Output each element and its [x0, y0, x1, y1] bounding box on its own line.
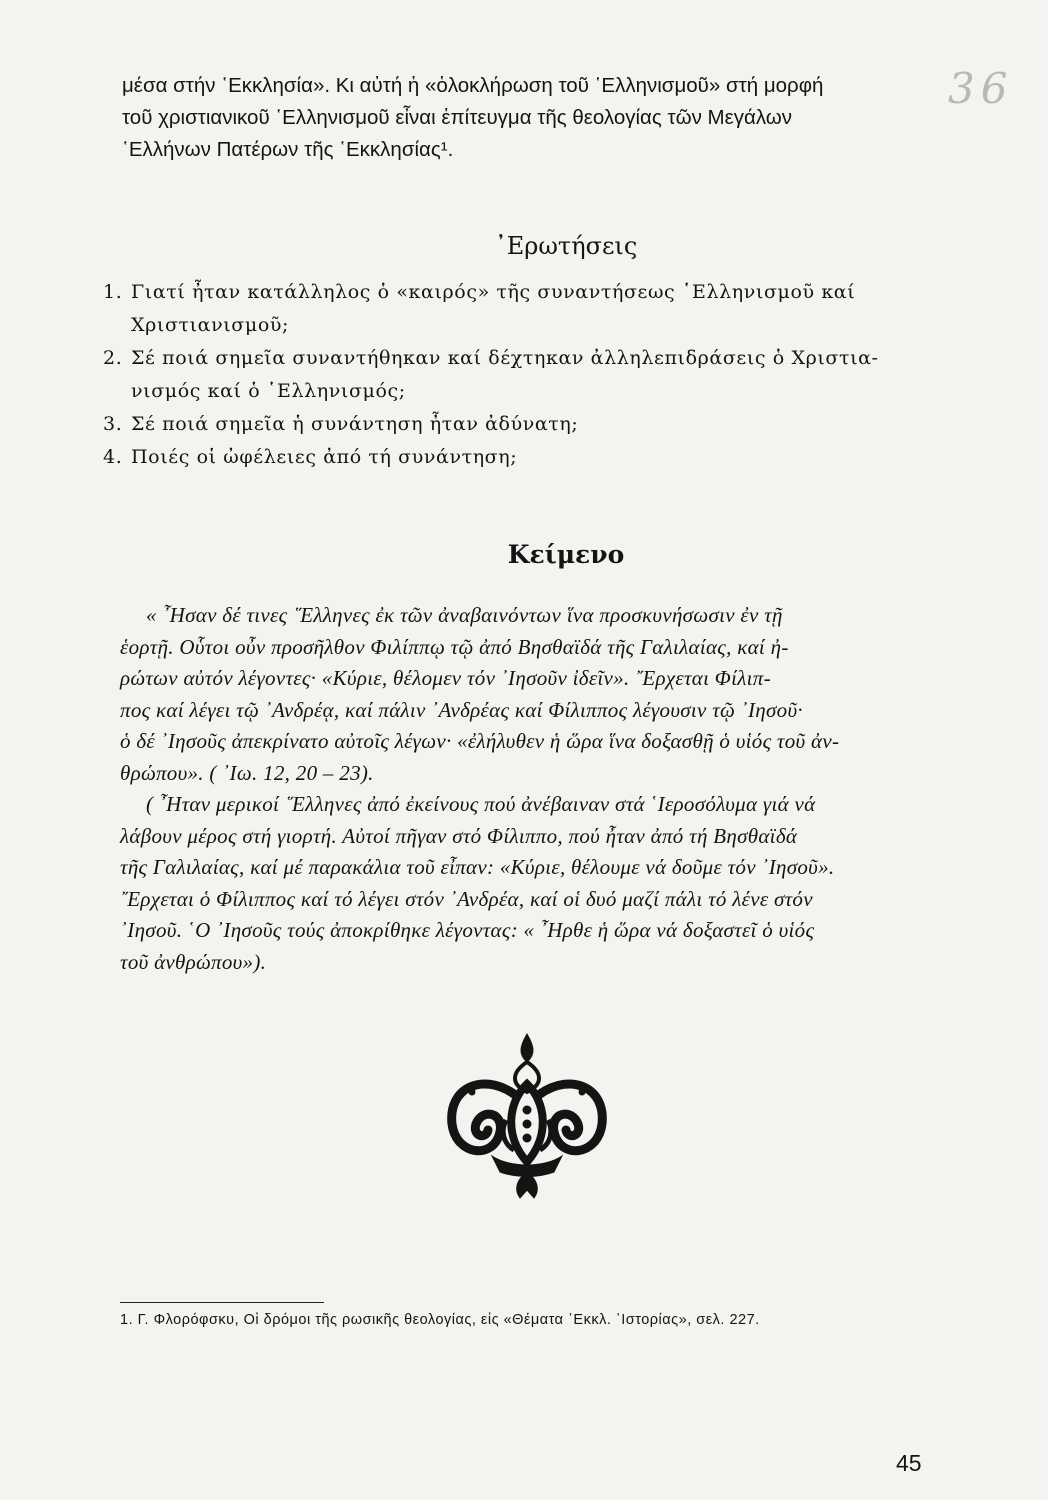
question-line: Σέ ποιά σημεῖα ἡ συνάντηση ἦταν ἀδύνατη;: [131, 413, 579, 435]
question-number: 2.: [103, 347, 123, 369]
question-line: Γιατί ἦταν κατάλληλος ὁ «καιρός» τῆς συναντήσεως ῾Ελληνισμοῦ καί: [131, 281, 856, 303]
translation-paragraph: [120, 789, 932, 978]
question-item: [103, 441, 933, 474]
translation-line: τοῦ ἀνθρώπου»).: [120, 949, 267, 974]
questions-heading: ᾿Ερωτήσεις: [494, 232, 638, 260]
translation-line: ῎Ερχεται ὁ Φίλιππος καί τό λέγει στόν ᾿Ανδρέα, καί οἱ δυό μαζί πάλι τό λένε στόν: [120, 886, 813, 911]
intro-line: μέσα στήν ῾Εκκλησία». Κι αὐτή ἡ «ὁλοκλήρωση τοῦ ῾Ελληνισμοῦ» στή μορφή: [122, 74, 824, 97]
intro-paragraph: [122, 70, 934, 166]
intro-line: ῾Ελλήνων Πατέρων τῆς ῾Εκκλησίας¹.: [122, 138, 454, 161]
question-text: [131, 441, 933, 474]
questions-list: [103, 276, 933, 474]
question-text: [131, 342, 933, 408]
scripture-line: πος καί λέγει τῷ ᾿Ανδρέᾳ, καί πάλιν ᾿Ανδρέας καί Φίλιππος λέγουσιν τῷ ᾿Ιησοῦ·: [120, 697, 803, 722]
question-line: Ποιές οἱ ὠφέλειες ἀπό τή συνάντηση;: [131, 446, 518, 468]
question-line: Σέ ποιά σημεῖα συναντήθηκαν καί δέχτηκαν ἀλληλεπιδράσεις ὁ Χριστια-: [131, 347, 879, 369]
question-text: [131, 408, 933, 441]
question-text: [131, 276, 933, 342]
question-number: 1.: [103, 281, 123, 303]
translation-line: λάβουν μέρος στή γιορτή. Αὐτοί πῆγαν στό Φίλιππο, πού ἦταν ἀπό τή Βησθαϊδά: [120, 823, 798, 848]
footnote: 1. Γ. Φλορόφσκυ, Οἱ δρόμοι τῆς ρωσικῆς θεολογίας, εἰς «Θέματα ῾Εκκλ. ῾Ιστορίας», σελ. 227.: [120, 1312, 760, 1328]
scripture-line: ρώτων αὐτόν λέγοντες· «Κύριε, θέλομεν τόν ᾿Ιησοῦν ἰδεῖν». ῎Ερχεται Φίλιπ-: [120, 666, 771, 690]
question-item: [103, 276, 933, 342]
translation-line: ᾿Ιησοῦ. ῾Ο ᾿Ιησοῦς τούς ἀποκρίθηκε λέγοντας: « ῏Ηρθε ἡ ὥρα νά δοξαστεῖ ὁ υἱός: [120, 918, 815, 942]
text-heading: Κείμενο: [507, 540, 625, 569]
scripture-line: θρώπου». ( ᾿Ιω. 12, 20 – 23).: [120, 760, 374, 785]
scripture-line: ἑορτῇ. Οὗτοι οὖν προσῆλθον Φιλίππῳ τῷ ἀπό Βησθαϊδά τῆς Γαλιλαίας, καί ἠ-: [120, 634, 789, 659]
scripture-line: ὁ δέ ᾿Ιησοῦς ἀπεκρίνατο αὐτοῖς λέγων· «ἐλήλυθεν ἡ ὥρα ἵνα δοξασθῇ ὁ υἱός τοῦ ἀν-: [120, 729, 840, 753]
scripture-line: « ῏Ησαν δέ τινες ῞Ελληνες ἐκ τῶν ἀναβαινόντων ἵνα προσκυνήσωσιν ἐν τῇ: [146, 603, 783, 627]
question-item: [103, 408, 933, 441]
scripture-block: [120, 600, 932, 978]
ornament-icon: [442, 1032, 612, 1202]
translation-line: τῆς Γαλιλαίας, καί μέ παρακάλια τοῦ εἶπαν: «Κύριε, θέλουμε νά δοῦμε τόν ᾿Ιησοῦ».: [120, 855, 835, 879]
intro-line: τοῦ χριστιανικοῦ ῾Ελληνισμοῦ εἶναι ἐπίτευγμα τῆς θεολογίας τῶν Μεγάλων: [122, 106, 793, 129]
footnote-divider: [120, 1302, 324, 1303]
question-number: 4.: [103, 446, 123, 468]
translation-line: ( ῏Ηταν μερικοί ῞Ελληνες ἀπό ἐκείνους πού ἀνέβαιναν στά ῾Ιεροσόλυμα γιά νά: [146, 792, 816, 816]
question-line: Χριστιανισμοῦ;: [131, 314, 290, 336]
question-item: [103, 342, 933, 408]
question-line: νισμός καί ὁ ῾Ελληνισμός;: [131, 380, 406, 402]
scripture-quote: [120, 600, 932, 789]
question-number: 3.: [103, 413, 123, 435]
handwritten-margin-number: 36: [948, 64, 1014, 113]
page-number: 45: [896, 1450, 922, 1476]
